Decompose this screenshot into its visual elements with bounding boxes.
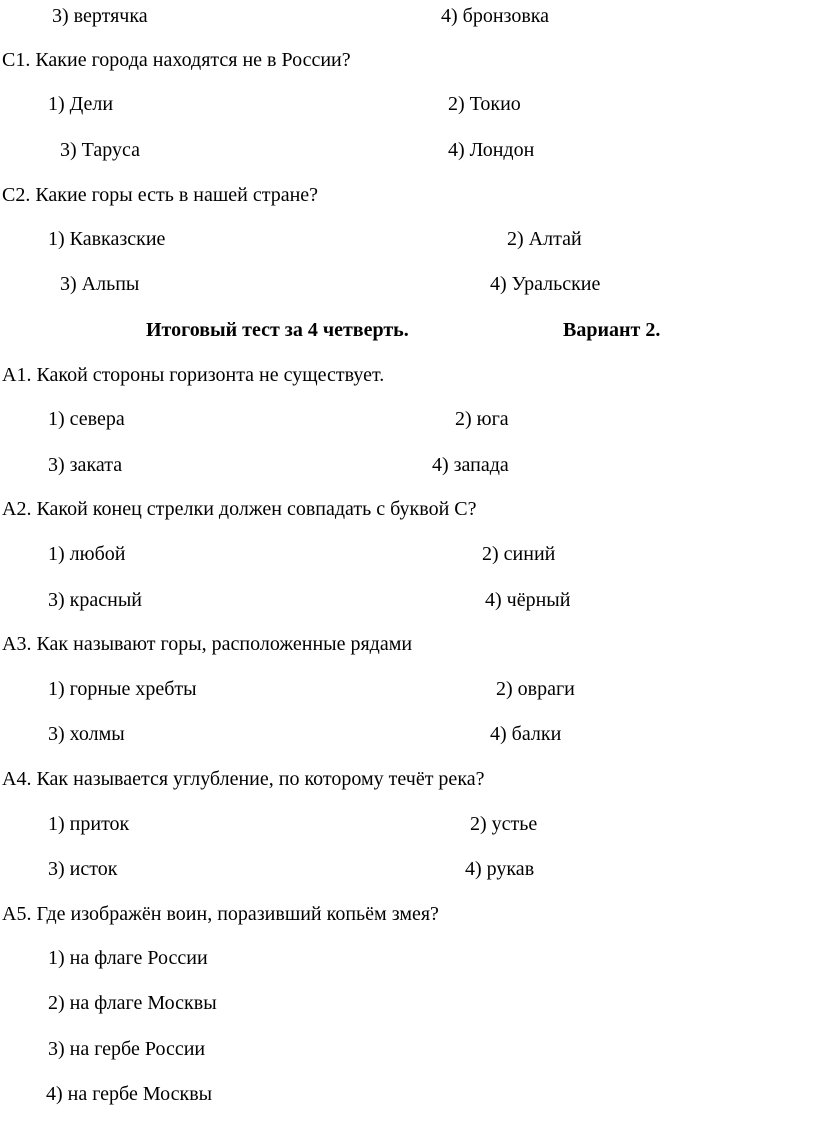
- c1-option-3: 3) Таруса: [60, 139, 140, 161]
- a3-option-2: 2) овраги: [496, 678, 575, 700]
- test-title: Итоговый тест за 4 четверть.: [146, 319, 409, 341]
- a4-option-1: 1) приток: [48, 813, 130, 835]
- a3-option-4: 4) балки: [490, 723, 562, 745]
- c2-option-4: 4) Уральские: [490, 273, 601, 295]
- c1-option-2: 2) Токио: [448, 93, 521, 115]
- a1-option-1: 1) севера: [48, 408, 125, 430]
- a4-option-3: 3) исток: [48, 858, 118, 880]
- a2-option-2: 2) синий: [482, 543, 556, 565]
- a4-option-2: 2) устье: [470, 813, 538, 835]
- a5-option-4: 4) на гербе Москвы: [46, 1083, 213, 1105]
- option-3: 3) вертячка: [52, 5, 148, 27]
- a5-option-1: 1) на флаге России: [48, 947, 208, 969]
- a2-option-4: 4) чёрный: [485, 589, 571, 611]
- question-a3: А3. Как называют горы, расположенные рядами: [2, 633, 413, 655]
- question-a1: А1. Какой стороны горизонта не существует.: [2, 364, 385, 386]
- a1-option-2: 2) юга: [455, 408, 509, 430]
- question-a4: А4. Как называется углубление, по которому течёт река?: [2, 768, 485, 790]
- c1-option-4: 4) Лондон: [448, 139, 535, 161]
- a3-option-3: 3) холмы: [48, 723, 125, 745]
- a3-option-1: 1) горные хребты: [48, 678, 197, 700]
- c2-option-1: 1) Кавказские: [48, 228, 166, 250]
- question-c2: С2. Какие горы есть в нашей стране?: [2, 184, 319, 206]
- a1-option-4: 4) запада: [432, 454, 509, 476]
- question-c1: С1. Какие города находятся не в России?: [2, 49, 351, 71]
- c2-option-2: 2) Алтай: [507, 228, 582, 250]
- question-a2: А2. Какой конец стрелки должен совпадать с буквой С?: [2, 498, 477, 520]
- a4-option-4: 4) рукав: [465, 858, 535, 880]
- variant-label: Вариант 2.: [563, 319, 661, 341]
- a1-option-3: 3) заката: [48, 454, 123, 476]
- a2-option-1: 1) любой: [48, 543, 126, 565]
- a5-option-3: 3) на гербе России: [48, 1038, 206, 1060]
- a2-option-3: 3) красный: [48, 589, 142, 611]
- option-4: 4) бронзовка: [441, 5, 550, 27]
- a5-option-2: 2) на флаге Москвы: [48, 992, 217, 1014]
- question-a5: А5. Где изображён воин, поразивший копьём змея?: [2, 903, 439, 925]
- c2-option-3: 3) Альпы: [60, 273, 140, 295]
- c1-option-1: 1) Дели: [48, 93, 114, 115]
